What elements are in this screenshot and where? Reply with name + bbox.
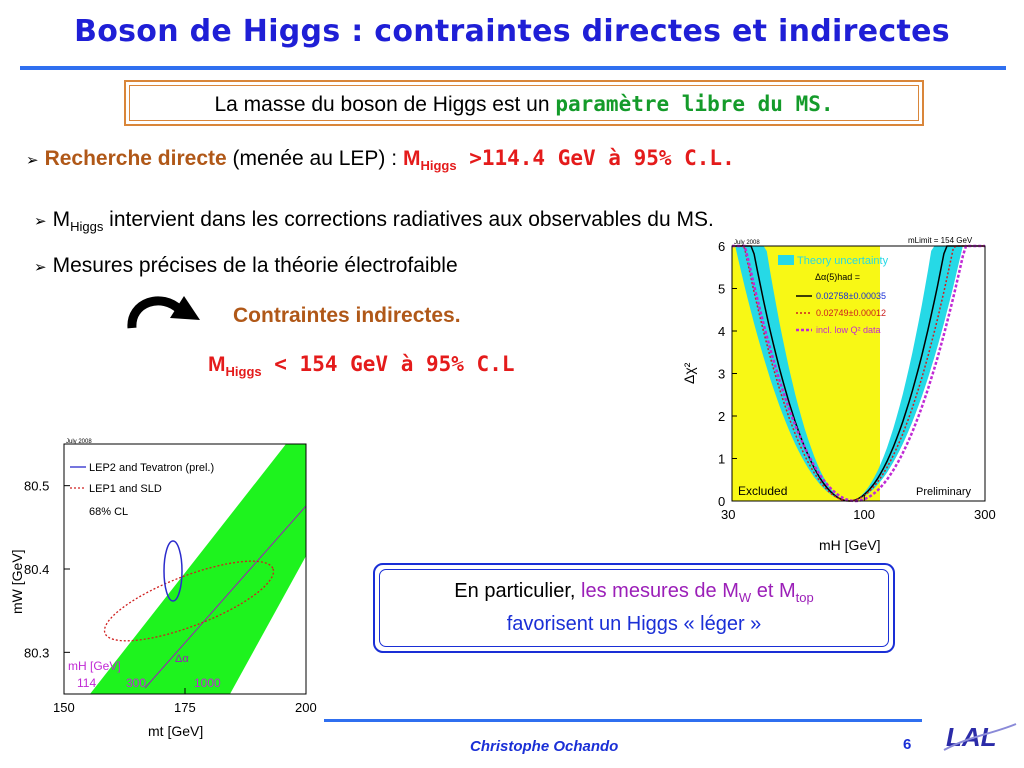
conclusion-and: et M	[751, 580, 796, 602]
bullet-radiative	[34, 208, 714, 234]
bullet-radiative-sub: Higgs	[70, 219, 104, 235]
blueband-chart	[676, 232, 1006, 562]
x-tick-label: 100	[853, 507, 875, 522]
direct-search-line	[26, 146, 735, 173]
y-tick-label: 0	[718, 494, 726, 509]
y-axis-label: Δχ²	[681, 362, 697, 384]
delta-alpha-label: Δα	[175, 653, 189, 665]
y-tick-label: 80.5	[24, 478, 50, 494]
legend-band-swatch	[778, 255, 794, 265]
intro-highlight: paramètre libre du MS.	[555, 92, 834, 116]
legend-theory: Theory uncertainty	[797, 255, 889, 267]
mh-value-3: 1000	[194, 676, 221, 690]
indirect-m: M	[208, 353, 226, 376]
page-title: Boson de Higgs : contraintes directes et indirectes	[74, 14, 950, 49]
chart-date: July 2008	[66, 439, 92, 445]
x-axis-label: mt [GeV]	[148, 723, 204, 739]
y-tick-label: 1	[718, 451, 726, 467]
x-tick-label: 175	[174, 700, 196, 715]
bullet-electroweak	[34, 254, 458, 278]
direct-search-label: Recherche directe	[44, 147, 227, 170]
y-tick-label: 80.3	[24, 645, 50, 661]
mh-label: mH [GeV]	[68, 659, 121, 673]
legend-entry-blue: LEP2 and Tevatron (prel.)	[89, 462, 215, 474]
x-tick-label: 30	[721, 507, 736, 522]
y-tick-label: 80.4	[24, 562, 50, 577]
conclusion-box	[373, 563, 895, 653]
legend-entry-red: LEP1 and SLD	[89, 483, 162, 495]
indirect-m-sub: Higgs	[225, 364, 262, 380]
arrow-bullet-icon: ➢	[34, 213, 47, 230]
direct-search-text: (menée au LEP) :	[226, 147, 403, 170]
excluded-label: Excluded	[738, 484, 788, 498]
legend-alpha: Δα(5)had =	[815, 272, 860, 282]
y-tick-label: 4	[718, 324, 726, 339]
indirect-limit: < 154 GeV à 95% C.L	[261, 352, 515, 376]
direct-m-sub: Higgs	[420, 158, 457, 174]
conclusion-sub-top: top	[795, 590, 814, 605]
x-axis-label: mH [GeV]	[819, 537, 881, 553]
legend-entry-black: 0.02758±0.00035	[816, 291, 887, 301]
bullet-radiative-m: M	[52, 208, 71, 231]
arrow-bullet-icon: ➢	[34, 259, 47, 276]
footer-divider	[324, 719, 922, 722]
arrow-bullet-icon: ➢	[26, 152, 39, 169]
bullet-radiative-text: intervient dans les corrections radiatives aux observables du MS.	[103, 208, 714, 231]
curved-arrow-icon	[122, 292, 206, 332]
mh-value-1: 114	[77, 676, 97, 690]
lal-logo	[940, 718, 1020, 766]
indirect-label-line	[233, 304, 461, 328]
mh-value-2: 300	[126, 676, 147, 690]
conclusion-purple: les mesures de M	[581, 580, 739, 602]
direct-m: M	[402, 147, 421, 170]
page-number: 6	[903, 736, 912, 753]
footer-author: Christophe Ochando	[470, 738, 619, 755]
legend-cl: 68% CL	[89, 506, 129, 518]
conclusion-prefix: En particulier,	[454, 580, 582, 602]
intro-text: La masse du boson de Higgs est un	[214, 93, 556, 116]
y-tick-label: 2	[718, 409, 726, 424]
conclusion-sub-w: W	[738, 590, 752, 605]
chart-date: July 2008	[734, 240, 760, 246]
x-tick-label: 200	[295, 700, 317, 715]
intro-box	[124, 80, 924, 126]
mw-mt-chart	[0, 436, 322, 746]
direct-limit: >114.4 GeV à 95% C.L.	[456, 146, 735, 170]
preliminary-label: Preliminary	[916, 486, 972, 498]
y-axis-label: mW [GeV]	[9, 549, 25, 614]
legend-entry-red: 0.02749±0.00012	[816, 308, 887, 318]
y-ticks	[24, 479, 70, 661]
title-divider	[20, 66, 1006, 70]
x-tick-label: 300	[974, 507, 996, 522]
logo-text: LAL	[946, 722, 997, 752]
conclusion-line-2: favorisent un Higgs « léger »	[506, 613, 762, 635]
y-tick-label: 3	[718, 366, 726, 382]
limit-label: mLimit = 154 GeV	[908, 236, 973, 245]
conclusion-line-1	[380, 578, 888, 611]
x-tick-label: 150	[53, 700, 75, 715]
y-tick-label: 6	[718, 239, 726, 254]
indirect-label: Contraintes indirectes.	[233, 304, 461, 327]
indirect-limit-line	[208, 352, 515, 379]
bullet-electroweak-text: Mesures précises de la théorie électrofaible	[52, 254, 458, 277]
legend-entry-magenta: incl. low Q² data	[816, 325, 881, 335]
y-tick-label: 5	[718, 281, 726, 297]
